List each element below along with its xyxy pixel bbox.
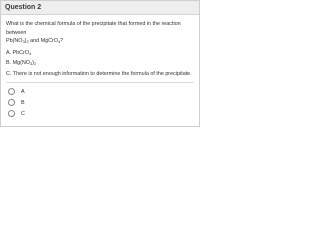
question-title: Question 2 [5, 4, 42, 11]
question-body [1, 15, 199, 119]
question-formula-1: $Pb(NO_3)_2$ and MgCrO$_4$? [6, 38, 64, 45]
option-b-label[interactable]: B [21, 99, 25, 106]
question-line-1: What is the chemical formula of the precipitate that formed in the reaction between [6, 21, 181, 36]
question-text [6, 20, 194, 46]
answer-choice-c-text: C. There is not enough information to determine the formula of the precipitate. [6, 70, 192, 77]
option-c-label[interactable]: C [21, 110, 25, 117]
question-header [1, 1, 199, 15]
divider [6, 82, 194, 83]
option-c[interactable] [6, 109, 194, 119]
question-panel [0, 0, 200, 127]
option-a[interactable] [6, 87, 194, 97]
radio-button-c[interactable] [8, 110, 15, 117]
radio-button-b[interactable] [8, 99, 15, 106]
option-a-label[interactable]: A [21, 88, 25, 95]
radio-button-a[interactable] [8, 88, 15, 95]
option-b[interactable] [6, 98, 194, 108]
answer-choice-a-text: A. PbCrO$_4$ [6, 49, 32, 56]
answer-choice-b-text: B. $Mg(NO_3)_2$ [6, 60, 37, 67]
